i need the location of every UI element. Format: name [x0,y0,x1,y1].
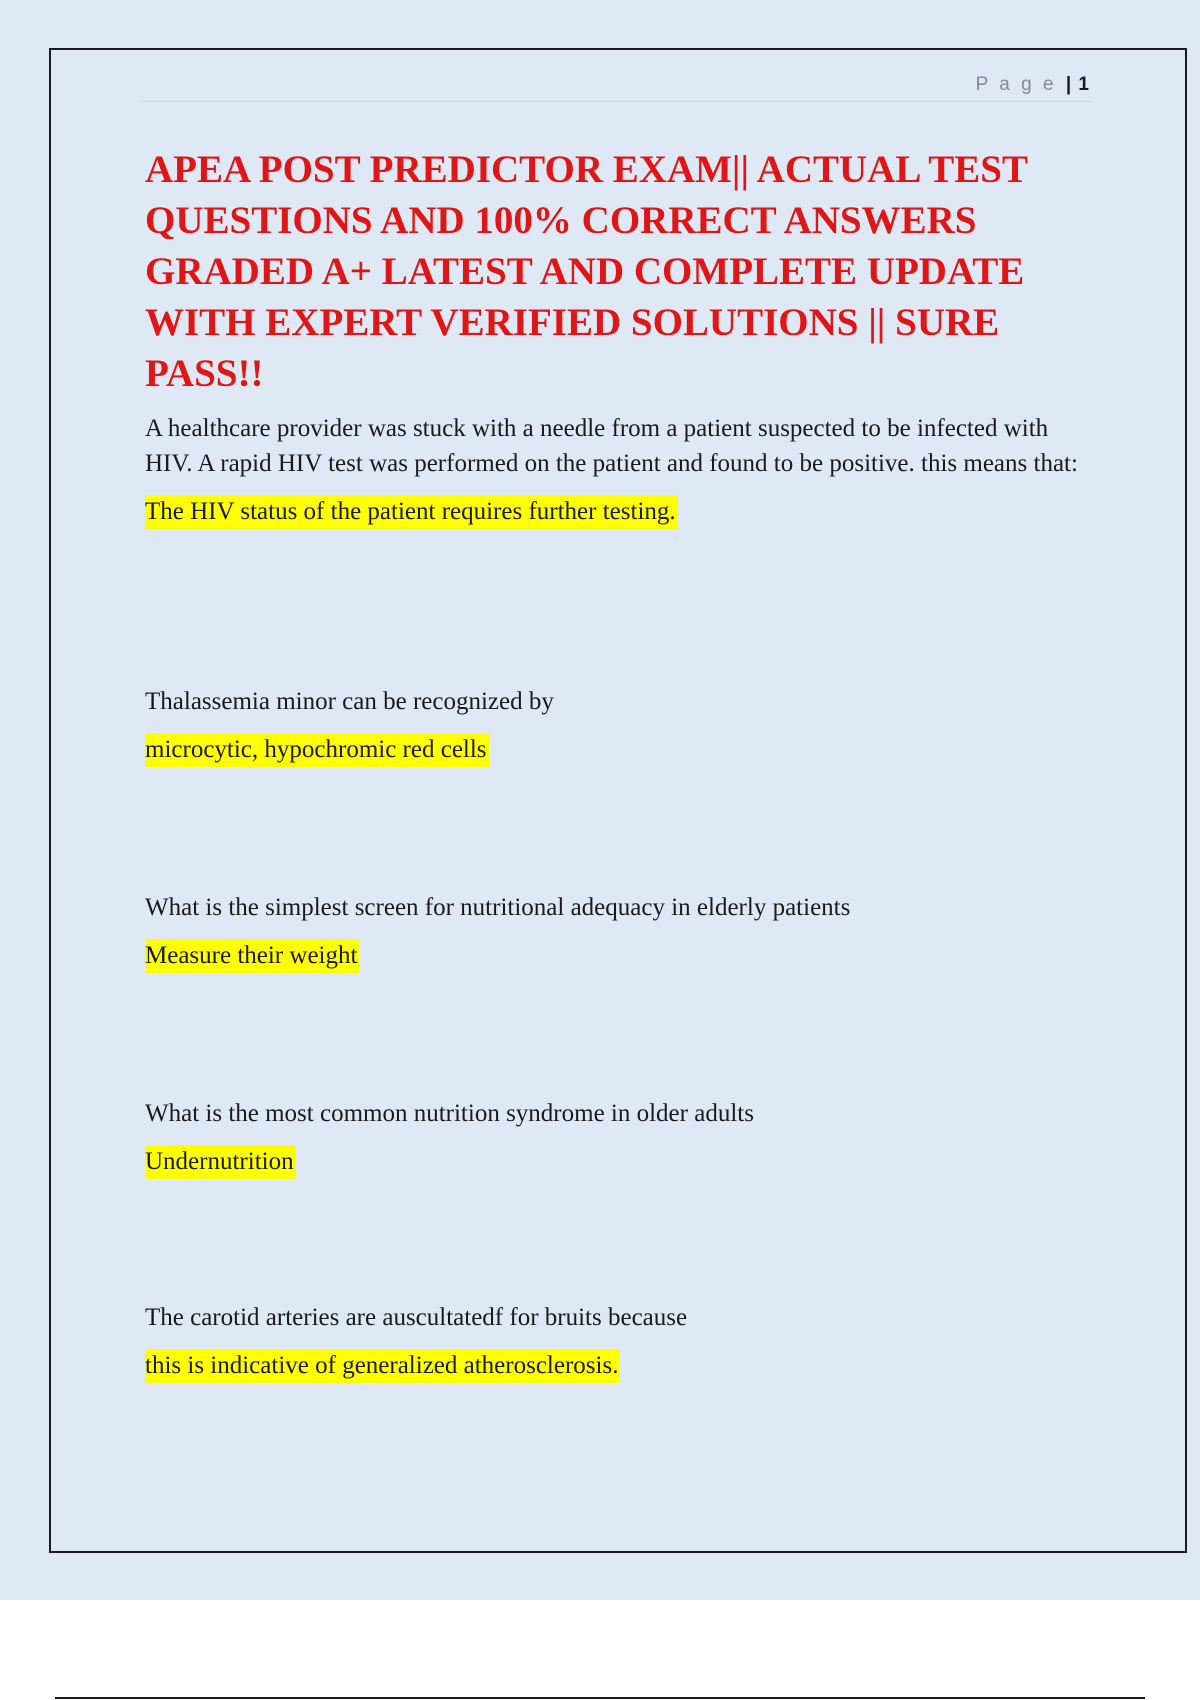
qa-item [145,1096,1095,1179]
question-text: What is the simplest screen for nutritional adequacy in elderly patients [145,894,851,921]
question-text: Thalassemia minor can be recognized by [145,688,554,715]
answer-highlight: microcytic, hypochromic red cells [145,733,489,767]
qa-item [145,411,1095,529]
question-text: The carotid arteries are auscultatedf for bruits because [145,1304,688,1331]
qa-item [145,890,1095,973]
answer-highlight: Undernutrition [145,1145,296,1179]
page-label: P a g e [975,74,1057,95]
qa-item [145,684,1095,767]
next-page-rule [55,1697,1145,1699]
page-number: 1 [1078,74,1089,95]
question-text: What is the most common nutrition syndrome in older adults [145,1100,754,1127]
qa-item [145,1300,1095,1383]
document-title: APEA POST PREDICTOR EXAM|| ACTUAL TEST QUESTIONS AND 100% CORRECT ANSWERS GRADED A+ LATEST AND COMPLETE UPDATE WITH EXPERT VERIFIED SOLUTIONS || SURE PASS!! [145,148,1028,395]
question-text: A healthcare provider was stuck with a needle from a patient suspected to be infected with HIV. A rapid HIV test was performed on the patient and found to be positive. this means that: [145,415,1078,477]
answer-highlight: Measure their weight [145,939,359,973]
answer-highlight: The HIV status of the patient requires further testing. [145,495,678,529]
page-header [143,72,1091,102]
page-separator: | [1065,74,1072,95]
answer-highlight: this is indicative of generalized atherosclerosis. [145,1349,620,1383]
